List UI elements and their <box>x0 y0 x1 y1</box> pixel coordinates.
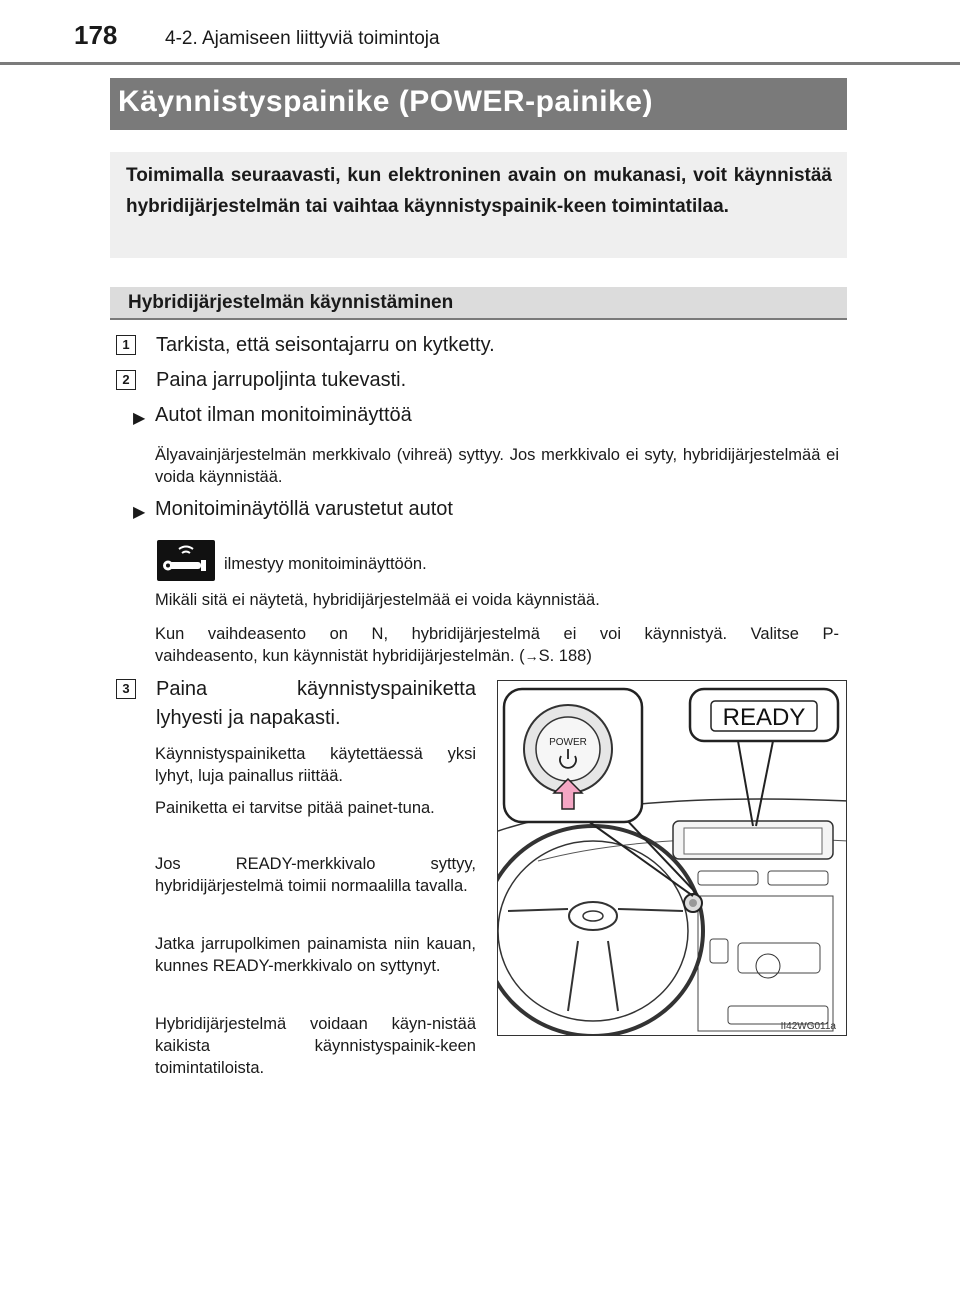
section-title: 4-2. Ajamiseen liittyviä toimintoja <box>165 28 440 49</box>
step-3-note-3: Jos READY-merkkivalo syttyy, hybridijärjestelmä toimii normaalilla tavalla. <box>155 855 476 895</box>
dashboard-drawing <box>498 681 847 1036</box>
bullet-1-title: Autot ilman monitoiminäyttöä <box>155 404 412 426</box>
ref-arrow-icon: → <box>524 648 539 664</box>
step-3-note-1: Käynnistyspainiketta käytettäessä yksi lyhyt, luja painallus riittää. <box>155 745 476 785</box>
power-label: POWER <box>549 737 587 748</box>
step-number-3: 3 <box>116 679 136 699</box>
subsection-title: Hybridijärjestelmän käynnistäminen <box>128 292 454 313</box>
dashboard-illustration <box>497 680 847 1036</box>
intro-text: Toimimalla seuraavasti, kun elektroninen avain on mukanasi, voit käynnistää hybridijärjestelmän tai vaihtaa käynnistyspainik-keen toimintatilaa. <box>126 165 832 217</box>
step-2-text: Paina jarrupoljinta tukevasti. <box>156 369 407 391</box>
bullet-arrow-icon: ▶ <box>133 410 146 427</box>
step-3-note-4: Jatka jarrupolkimen painamista niin kauan, kunnes READY-merkkivalo on syttynyt. <box>155 935 476 975</box>
step-3-note-2: Painiketta ei tarvitse pitää painet-tuna. <box>155 799 435 817</box>
page-title: Käynnistyspainike (POWER-painike) <box>118 85 653 118</box>
page-number: 178 <box>74 20 118 50</box>
step-1-text: Tarkista, että seisontajarru on kytketty. <box>156 334 495 356</box>
step-3-text-line1: Paina käynnistyspainiketta <box>156 678 476 700</box>
step-3-note-5: Hybridijärjestelmä voidaan käyn-nistää kaikista käynnistyspainik-keen toimintatiloista. <box>155 1015 476 1077</box>
bullet-1-text: Älyavainjärjestelmän merkkivalo (vihreä) syttyy. Jos merkkivalo ei syty, hybridijärjestelmää ei voida käynnistää. <box>155 446 839 486</box>
bullet-arrow-icon: ▶ <box>133 504 146 521</box>
icon-caption: ilmestyy monitoiminäyttöön. <box>224 555 427 573</box>
key-system-icon <box>157 540 215 581</box>
page-reference-link[interactable]: S. 188) <box>538 647 592 665</box>
step-number-1: 1 <box>116 335 136 355</box>
figure-code: II42WG011a <box>780 1021 836 1032</box>
header-divider <box>0 62 960 65</box>
bullet-2-title: Monitoiminäytöllä varustetut autot <box>155 498 453 520</box>
bullet-2-text-2a: Kun vaihdeasento on N, hybridijärjestelmä ei voi käynnistyä. Valitse P- <box>155 625 839 643</box>
step-number-2: 2 <box>116 370 136 390</box>
bullet-2-text-2b: vaihdeasento, kun käynnistät hybridijärjestelmän. (→S. 188) <box>155 647 592 665</box>
bullet-2-text-1: Mikäli sitä ei näytetä, hybridijärjestelmää ei voida käynnistää. <box>155 591 600 609</box>
step-3-text-line2: lyhyesti ja napakasti. <box>156 707 341 729</box>
ready-label: READY <box>722 704 806 731</box>
